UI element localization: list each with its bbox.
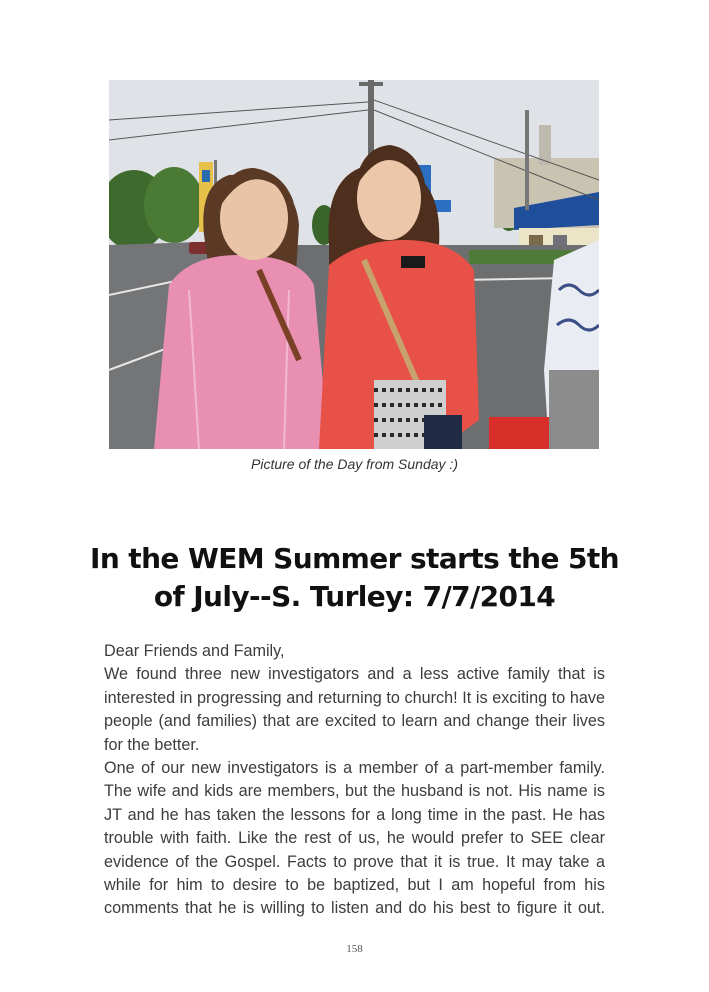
letter-greeting: Dear Friends and Family,: [104, 642, 285, 660]
photo-caption: Picture of the Day from Sunday :): [251, 456, 458, 472]
letter-paragraph: One of our new investigators is a member of a part-member family. The wife and kids are members, but the husband is not. His name is JT and he has taken the lessons for a long time in the past. He has trouble with faith. Like the rest of us, he would prefer to SEE clear evidence of the Gospel. Facts to prove that it is true. It may take a while for him to desire to be baptized, but I am hopeful from his comments that he is willing to listen and do his best to figure it out.: [104, 759, 605, 918]
street-photo: [109, 80, 599, 449]
page-title: In the WEM Summer starts the 5th of July--S. Turley: 7/7/2014: [90, 542, 619, 613]
letter-paragraph: We found three new investigators and a less active family that is interested in progressing and returning to church! It is exciting to have people (and families) that are excited to learn and change their lives for the better.: [104, 665, 605, 754]
page-number: 158: [346, 943, 363, 955]
letter-body: [104, 640, 605, 921]
